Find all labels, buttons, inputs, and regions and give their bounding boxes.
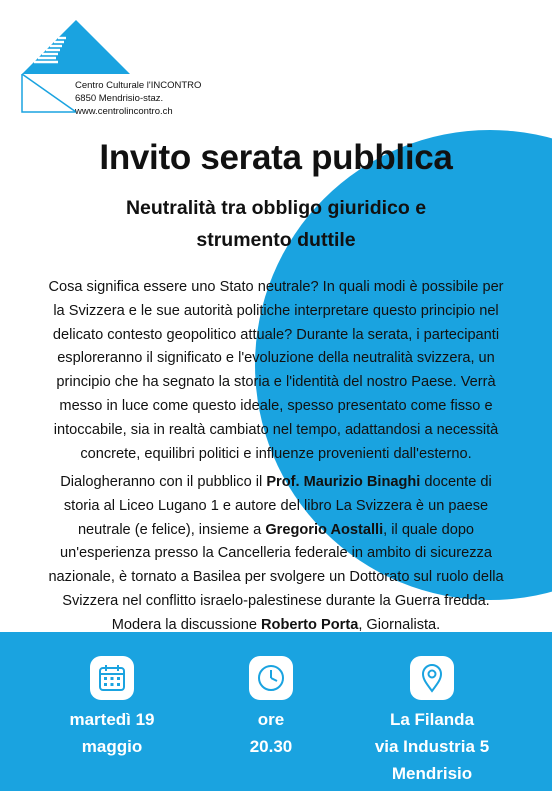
subtitle-line: Neutralità tra obbligo giuridico e <box>125 197 427 219</box>
text-span: Dialogheranno con il pubblico il <box>60 474 267 490</box>
date-line: maggio <box>81 737 143 756</box>
subtitle-line: strumento duttile <box>196 229 356 251</box>
text-line: la Svizzera e le sue autorità politiche interpretare questo principio nel <box>53 302 499 319</box>
intro-paragraph <box>16 276 536 466</box>
time-text <box>226 706 316 760</box>
text-line: nazionale, è tornato a Basilea per svolgere un Dottorato sul ruolo della <box>48 569 504 586</box>
text-line: principio che ha segnato la storia e l'identità del nostro Paese. Verrà <box>56 374 496 391</box>
time-line: ore <box>257 710 285 729</box>
speaker-name: Prof. Maurizio Binaghi <box>266 474 421 490</box>
location-line: Mendrisio <box>391 764 473 783</box>
text-line: esploreranno il significato e l'evoluzione della neutralità svizzera, un <box>57 350 495 367</box>
location-pin-icon <box>410 656 454 700</box>
date-line: martedì 19 <box>69 710 155 729</box>
organization-info <box>75 79 201 118</box>
text-line <box>16 471 536 495</box>
speakers-paragraph <box>16 471 536 638</box>
text-line: concrete, equilibri politici e influenze provenienti dall'esterno. <box>80 445 472 462</box>
text-span: , il quale dopo <box>383 521 475 538</box>
text-span: , Giornalista. <box>358 616 441 633</box>
moderator-name: Roberto Porta <box>261 616 359 633</box>
location-text <box>372 706 492 787</box>
text-line: delicato contesto geopolitico attuale? Durante la serata, i partecipanti <box>52 326 500 343</box>
text-line <box>16 614 536 638</box>
text-line: messo in luce come questo ideale, spesso presentato come fisso e <box>59 397 493 414</box>
org-address: 6850 Mendrisio-staz. <box>75 93 164 104</box>
event-date <box>52 656 172 760</box>
subtitle <box>0 192 552 256</box>
page-title: Invito serata pubblica <box>99 138 453 177</box>
text-span: neutrale (e felice), insieme a <box>77 521 266 538</box>
text-line: Cosa significa essere uno Stato neutrale? In quali modi è possibile per <box>48 279 504 295</box>
event-location <box>372 656 492 787</box>
text-line: Svizzera nel conflitto israelo-palestinese durante la Guerra fredda. <box>62 592 490 609</box>
text-line: storia al Liceo Lugano 1 e autore del libro La Svizzera è un paese <box>63 497 489 514</box>
text-span: docente di <box>420 474 492 490</box>
clock-icon <box>249 656 293 700</box>
text-span: Modera la discussione <box>111 616 262 633</box>
date-text <box>52 706 172 760</box>
text-line: un'esperienza presso la Cancelleria federale in ambito di sicurezza <box>60 545 492 562</box>
org-name: Centro Culturale l'INCONTRO <box>75 80 202 91</box>
calendar-icon <box>90 656 134 700</box>
location-line: La Filanda <box>389 710 475 729</box>
event-time <box>226 656 316 760</box>
time-line: 20.30 <box>249 737 293 756</box>
location-line: via Industria 5 <box>374 737 490 756</box>
text-line <box>16 519 536 543</box>
speaker-name: Gregorio Aostalli <box>265 521 384 538</box>
org-website: www.centrolincontro.ch <box>75 106 173 117</box>
text-line: intoccabile, sia in realtà cambiato nel tempo, adattandosi a necessità <box>53 421 499 438</box>
